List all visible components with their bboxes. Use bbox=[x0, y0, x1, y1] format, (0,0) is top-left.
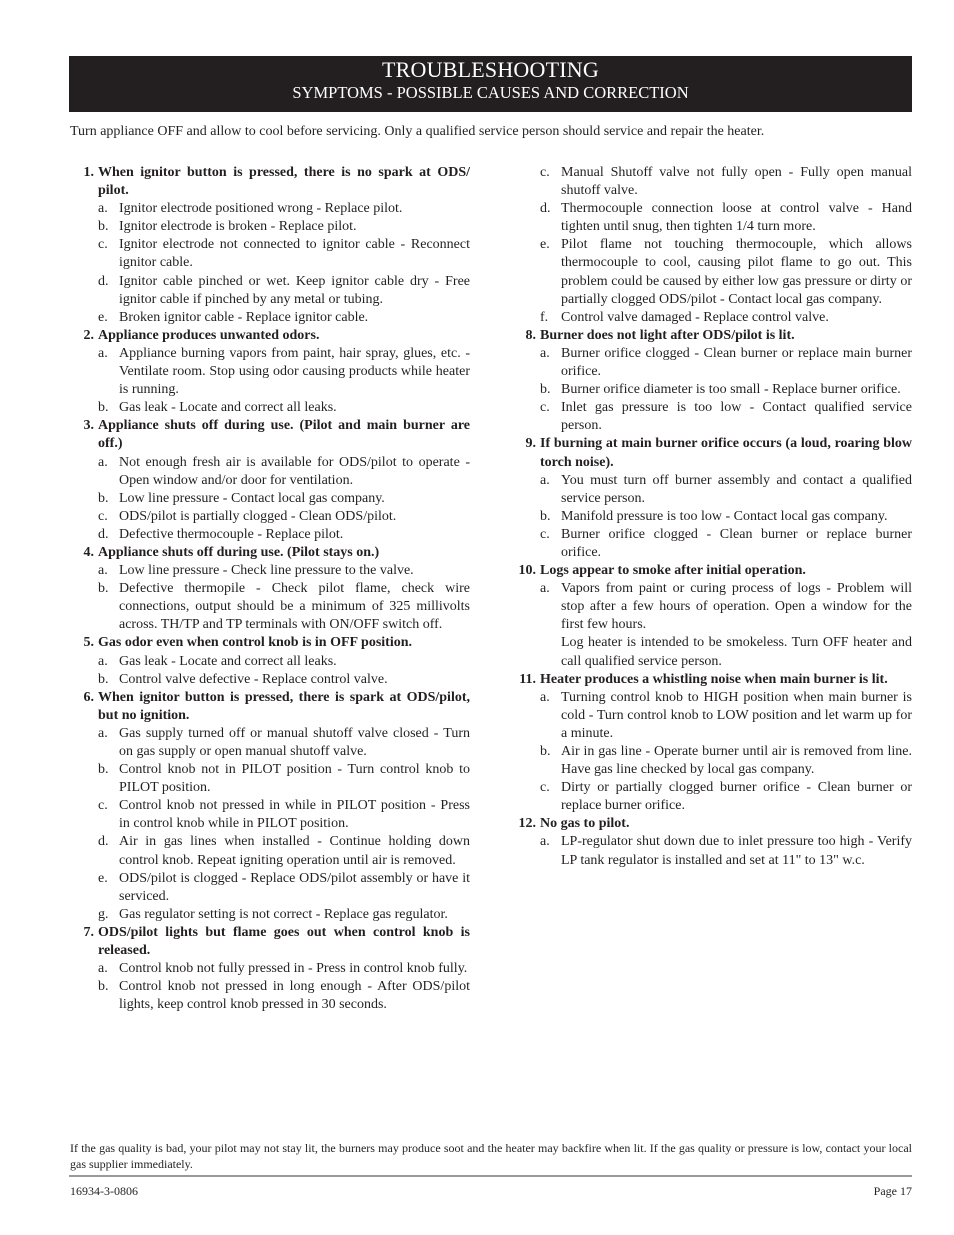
cause-item bbox=[70, 562, 470, 580]
cause-item bbox=[70, 978, 470, 1014]
symptom-number: 12. bbox=[518, 816, 536, 832]
cause-item bbox=[70, 797, 470, 833]
cause-letter: a. bbox=[98, 653, 108, 669]
cause-item bbox=[512, 309, 912, 327]
cause-letter: c. bbox=[98, 237, 108, 253]
cause-letter: a. bbox=[98, 563, 108, 579]
cause-letter: c. bbox=[98, 798, 108, 814]
page-number: Page 17 bbox=[873, 1184, 912, 1198]
cause-item bbox=[512, 399, 912, 435]
cause-item bbox=[70, 906, 470, 924]
symptom-title: No gas to pilot. bbox=[540, 816, 630, 832]
symptom-block bbox=[70, 327, 470, 417]
symptom-heading bbox=[70, 164, 470, 200]
cause-text: Air in gas lines when installed - Continue holding down control knob. Repeat igniting operation until air is removed. bbox=[119, 834, 470, 868]
symptom-heading bbox=[512, 815, 912, 833]
cause-text: Manifold pressure is too low - Contact local gas company. bbox=[561, 508, 888, 524]
cause-letter: e. bbox=[98, 309, 108, 325]
symptom-block bbox=[512, 435, 912, 562]
cause-text: Burner orifice clogged - Clean burner or replace burner orifice. bbox=[561, 526, 912, 560]
cause-letter: b. bbox=[98, 219, 109, 235]
cause-text: Inlet gas pressure is too low - Contact qualified service person. bbox=[561, 400, 912, 434]
symptom-title: Appliance shuts off during use. (Pilot and main burner are off.) bbox=[98, 418, 470, 452]
page-subtitle: SYMPTOMS - POSSIBLE CAUSES AND CORRECTION bbox=[292, 83, 689, 102]
cause-text: ODS/pilot is clogged - Replace ODS/pilot assembly or have it serviced. bbox=[119, 870, 470, 904]
cause-item bbox=[70, 200, 470, 218]
cause-text: Control valve defective - Replace control valve. bbox=[119, 671, 388, 687]
symptom-heading bbox=[70, 544, 470, 562]
cause-text: Dirty or partially clogged burner orifice - Clean burner or replace burner orifice. bbox=[561, 780, 912, 814]
cause-letter: f. bbox=[540, 309, 549, 325]
symptom-heading bbox=[70, 924, 470, 960]
cause-text: Burner orifice diameter is too small - Replace burner orifice. bbox=[561, 382, 901, 398]
symptom-block bbox=[512, 671, 912, 816]
cause-text: LP-regulator shut down due to inlet pressure too high - Verify LP tank regulator is installed and set at 11" to 13" w.c. bbox=[561, 834, 912, 868]
cause-text: Low line pressure - Contact local gas company. bbox=[119, 490, 385, 506]
symptom-number: 8. bbox=[525, 327, 536, 343]
symptom-title: Gas odor even when control knob is in OFF position. bbox=[98, 635, 413, 651]
cause-item bbox=[70, 653, 470, 671]
cause-item bbox=[70, 309, 470, 327]
cause-text: Ignitor electrode positioned wrong - Replace pilot. bbox=[119, 201, 403, 217]
cause-letter: e. bbox=[98, 870, 108, 886]
symptom-title: When ignitor button is pressed, there is spark at ODS/pilot, but no ignition. bbox=[98, 689, 470, 723]
cause-item bbox=[70, 870, 470, 906]
gas-quality-footnote: If the gas quality is bad, your pilot may not stay lit, the burners may produce soot and the heater may backfire when lit. If the gas quality or pressure is low, contact your local gas supplier immediately. bbox=[70, 1141, 912, 1171]
cause-letter: d. bbox=[98, 526, 109, 542]
cause-text: Turning control knob to HIGH position when main burner is cold - Turn control knob to LOW position and let warm up for a minute. bbox=[561, 689, 912, 741]
cause-item bbox=[70, 960, 470, 978]
symptom-heading bbox=[512, 327, 912, 345]
cause-letter: a. bbox=[540, 689, 550, 705]
cause-item bbox=[512, 743, 912, 779]
cause-letter: a. bbox=[98, 725, 108, 741]
symptom-block bbox=[70, 689, 470, 924]
cause-letter: a. bbox=[540, 472, 550, 488]
symptom-number: 5. bbox=[83, 635, 94, 651]
cause-text: Gas leak - Locate and correct all leaks. bbox=[119, 653, 337, 669]
symptom-title: When ignitor button is pressed, there is no spark at ODS/ pilot. bbox=[98, 165, 470, 199]
symptom-number: 6. bbox=[83, 689, 94, 705]
cause-item bbox=[512, 526, 912, 562]
cause-text: Burner orifice clogged - Clean burner or replace main burner orifice. bbox=[561, 345, 912, 380]
cause-item bbox=[70, 508, 470, 526]
cause-letter: a. bbox=[98, 345, 108, 361]
cause-item bbox=[70, 399, 470, 417]
symptom-title: Appliance shuts off during use. (Pilot stays on.) bbox=[98, 544, 380, 560]
cause-item bbox=[512, 164, 912, 200]
cause-letter: b. bbox=[98, 400, 109, 416]
cause-text: Vapors from paint or curing process of logs - Problem will stop after a few hours of operation. Open a window for the first few hours. bbox=[561, 581, 912, 633]
cause-letter: d. bbox=[540, 201, 551, 217]
cause-item bbox=[512, 580, 912, 634]
cause-item bbox=[512, 236, 912, 308]
cause-item bbox=[512, 779, 912, 815]
cause-text: Ignitor cable pinched or wet. Keep ignitor cable dry - Free ignitor cable if pinched by any metal or tubing. bbox=[119, 273, 470, 307]
cause-text: ODS/pilot is partially clogged - Clean ODS/pilot. bbox=[119, 508, 397, 524]
cause-item bbox=[70, 490, 470, 508]
symptom-number: 9. bbox=[525, 436, 536, 452]
symptom-title: Heater produces a whistling noise when main burner is lit. bbox=[540, 671, 888, 687]
symptom-block bbox=[70, 417, 470, 544]
cause-letter: b. bbox=[98, 671, 109, 687]
cause-text: Control knob not pressed in long enough - After ODS/pilot lights, keep control knob pressed in 30 seconds. bbox=[119, 979, 470, 1013]
symptom-block bbox=[512, 327, 912, 436]
cause-continuation: Log heater is intended to be smokeless. Turn OFF heater and call qualified service person. bbox=[561, 635, 912, 669]
cause-letter: a. bbox=[540, 345, 550, 361]
cause-item bbox=[70, 345, 470, 399]
symptom-7-continued bbox=[512, 164, 912, 327]
cause-letter: c. bbox=[540, 400, 550, 416]
symptom-title: If burning at main burner orifice occurs (a loud, roaring blow torch noise). bbox=[540, 436, 912, 470]
cause-letter: c. bbox=[540, 526, 550, 542]
cause-item bbox=[512, 200, 912, 236]
symptom-number: 4. bbox=[83, 544, 94, 560]
cause-item bbox=[70, 236, 470, 272]
symptom-title: ODS/pilot lights but flame goes out when control knob is released. bbox=[98, 924, 470, 959]
cause-letter: a. bbox=[98, 201, 108, 217]
symptom-number: 3. bbox=[83, 418, 94, 434]
cause-letter: a. bbox=[98, 961, 108, 977]
symptom-number: 2. bbox=[83, 327, 94, 343]
symptom-block bbox=[512, 815, 912, 869]
cause-letter: d. bbox=[98, 834, 109, 850]
symptom-block bbox=[70, 164, 470, 327]
cause-text: Not enough fresh air is available for ODS/pilot to operate - Open window and/or door for ventilation. bbox=[119, 454, 470, 488]
cause-item bbox=[70, 273, 470, 309]
cause-text: Air in gas line - Operate burner until air is removed from line. Have gas line checked by local gas company. bbox=[561, 744, 912, 778]
symptom-heading bbox=[70, 417, 470, 453]
cause-item bbox=[70, 725, 470, 761]
footer-divider bbox=[69, 1175, 912, 1177]
cause-text: Ignitor electrode not connected to ignitor cable - Reconnect ignitor cable. bbox=[119, 237, 470, 271]
symptom-block bbox=[70, 544, 470, 634]
cause-item bbox=[70, 218, 470, 236]
symptom-number: 10. bbox=[518, 563, 536, 579]
cause-text: Low line pressure - Check line pressure to the valve. bbox=[119, 563, 414, 579]
symptom-heading bbox=[512, 671, 912, 689]
cause-text: Thermocouple connection loose at control valve - Hand tighten until snug, then tighten 1/4 turn more. bbox=[561, 201, 912, 235]
cause-item bbox=[512, 381, 912, 399]
cause-text: Appliance burning vapors from paint, hair spray, glues, etc. - Ventilate room. Stop using odor causing products while heater is running. bbox=[119, 345, 470, 398]
cause-item bbox=[512, 833, 912, 869]
cause-letter: b. bbox=[98, 581, 109, 597]
cause-text: Control valve damaged - Replace control valve. bbox=[561, 309, 829, 325]
cause-letter: a. bbox=[98, 454, 108, 470]
cause-letter: b. bbox=[540, 508, 551, 524]
cause-text: Control knob not fully pressed in - Press in control knob fully. bbox=[119, 961, 468, 977]
cause-text: Ignitor electrode is broken - Replace pilot. bbox=[119, 219, 357, 235]
cause-item bbox=[70, 671, 470, 689]
cause-letter: c. bbox=[540, 780, 550, 796]
symptom-block bbox=[70, 924, 470, 1014]
cause-text: Gas supply turned off or manual shutoff valve closed - Turn on gas supply or open manual shutoff valve. bbox=[119, 725, 470, 759]
cause-letter: g. bbox=[98, 906, 109, 922]
symptom-heading bbox=[70, 634, 470, 652]
cause-letter: e. bbox=[540, 237, 550, 253]
cause-item bbox=[70, 526, 470, 544]
symptom-heading bbox=[512, 435, 912, 471]
cause-letter: a. bbox=[540, 581, 550, 597]
symptom-block bbox=[512, 562, 912, 671]
title-banner bbox=[69, 56, 912, 112]
symptom-number: 7. bbox=[83, 924, 94, 940]
cause-letter: a. bbox=[540, 834, 550, 850]
cause-item bbox=[70, 761, 470, 797]
cause-text: Defective thermocouple - Replace pilot. bbox=[119, 526, 344, 542]
symptom-number: 1. bbox=[83, 165, 94, 180]
cause-letter: d. bbox=[98, 273, 109, 289]
cause-text: Gas leak - Locate and correct all leaks. bbox=[119, 400, 337, 416]
symptom-heading bbox=[70, 689, 470, 725]
cause-item bbox=[70, 454, 470, 490]
document-number: 16934-3-0806 bbox=[70, 1184, 138, 1198]
symptom-heading bbox=[70, 327, 470, 345]
page-title: TROUBLESHOOTING bbox=[382, 57, 599, 82]
cause-letter: c. bbox=[540, 165, 550, 180]
right-column bbox=[512, 164, 912, 870]
cause-letter: b. bbox=[98, 490, 109, 506]
cause-text: Defective thermopile - Check pilot flame, check wire connections, output should be a minimum of 325 millivolts across. TH/TP and TP terminals with ON/OFF switch off. bbox=[119, 581, 470, 633]
symptom-block bbox=[70, 634, 470, 688]
cause-item bbox=[512, 689, 912, 743]
intro-text: Turn appliance OFF and allow to cool before servicing. Only a qualified service person should service and repair the heater. bbox=[70, 124, 765, 139]
cause-text: You must turn off burner assembly and contact a qualified service person. bbox=[561, 472, 912, 506]
cause-item bbox=[70, 833, 470, 869]
cause-item bbox=[512, 472, 912, 508]
cause-text: Control knob not in PILOT position - Turn control knob to PILOT position. bbox=[119, 762, 470, 796]
cause-text: Manual Shutoff valve not fully open - Fully open manual shutoff valve. bbox=[561, 165, 912, 199]
cause-letter: c. bbox=[98, 508, 108, 524]
cause-item bbox=[70, 580, 470, 634]
symptom-title: Appliance produces unwanted odors. bbox=[98, 327, 320, 343]
cause-letter: b. bbox=[540, 744, 551, 759]
cause-letter: b. bbox=[98, 762, 109, 778]
cause-letter: b. bbox=[540, 382, 551, 398]
symptom-title: Logs appear to smoke after initial operation. bbox=[540, 563, 806, 579]
symptom-heading bbox=[512, 562, 912, 580]
symptom-title: Burner does not light after ODS/pilot is lit. bbox=[540, 327, 795, 343]
cause-text: Gas regulator setting is not correct - Replace gas regulator. bbox=[119, 906, 448, 922]
left-column bbox=[70, 164, 470, 1014]
cause-text: Control knob not pressed in while in PILOT position - Press in control knob while in PILOT position. bbox=[119, 798, 470, 832]
cause-item bbox=[512, 345, 912, 381]
cause-letter: b. bbox=[98, 979, 109, 995]
cause-text: Pilot flame not touching thermocouple, which allows thermocouple to cool, causing pilot flame to go out. This problem could be caused by either low gas pressure or dirty or partially clogged ODS/pilot - Contact local gas company. bbox=[561, 237, 912, 307]
symptom-number: 11. bbox=[519, 671, 536, 687]
cause-text: Broken ignitor cable - Replace ignitor cable. bbox=[119, 309, 369, 325]
cause-item bbox=[512, 508, 912, 526]
